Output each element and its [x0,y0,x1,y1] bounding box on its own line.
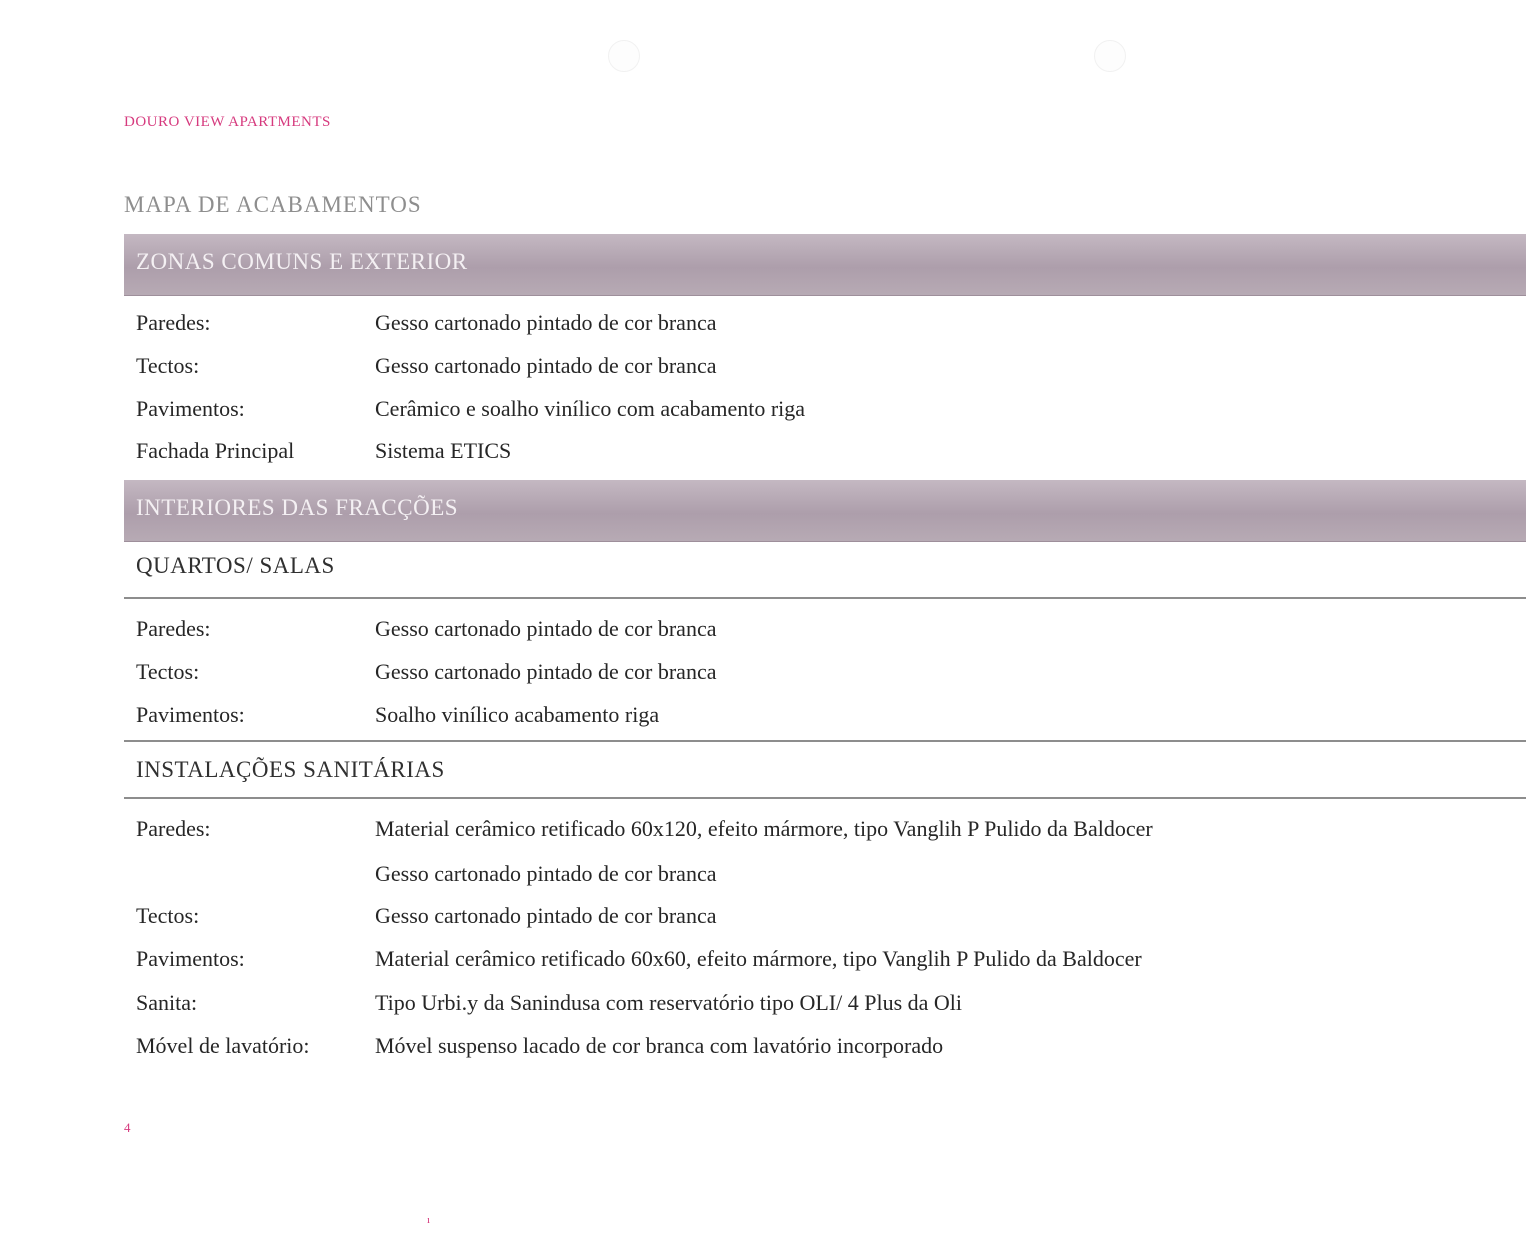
finish-label: Paredes: [136,616,211,641]
finish-label: Paredes: [136,816,211,841]
punch-hole-left [608,40,640,72]
finish-label: Tectos: [136,659,200,684]
finish-value: Móvel suspenso lacado de cor branca com lavatório incorporado [375,1033,944,1058]
finish-value: Tipo Urbi.y da Sanindusa com reservatório tipo OLI/ 4 Plus da Oli [375,990,963,1015]
finish-value: Gesso cartonado pintado de cor branca [375,616,717,641]
divider [124,597,1526,599]
section-heading: INTERIORES DAS FRACÇÕES [136,495,459,520]
finish-label: Móvel de lavatório: [136,1033,310,1058]
finish-value: Material cerâmico retificado 60x120, efeito mármore, tipo Vanglih P Pulido da Baldocer [375,816,1153,841]
document-title: MAPA DE ACABAMENTOS [124,192,422,217]
finish-value: Gesso cartonado pintado de cor branca [375,659,717,684]
finish-label: Tectos: [136,903,200,928]
bottom-mark: ı [427,1214,431,1226]
finish-value: Material cerâmico retificado 60x60, efeito mármore, tipo Vanglih P Pulido da Baldocer [375,946,1142,971]
finish-label: Paredes: [136,310,211,335]
finish-label: Sanita: [136,990,198,1015]
finish-value: Gesso cartonado pintado de cor branca [375,353,717,378]
subsection-heading-sanitarias: INSTALAÇÕES SANITÁRIAS [136,757,445,782]
section-band-interiores [124,480,1526,542]
finish-label: Fachada Principal [136,438,295,463]
page-number: 4 [124,1120,131,1135]
finish-label: Tectos: [136,353,200,378]
section-heading: ZONAS COMUNS E EXTERIOR [136,249,468,274]
section-band-zonas-comuns [124,234,1526,296]
finish-value: Soalho vinílico acabamento riga [375,702,660,727]
divider [124,797,1526,799]
subsection-heading-quartos: QUARTOS/ SALAS [136,553,335,578]
finish-value: Cerâmico e soalho vinílico com acabamento riga [375,396,806,421]
finish-value: Sistema ETICS [375,438,512,463]
finish-value: Gesso cartonado pintado de cor branca [375,861,717,886]
finish-label: Pavimentos: [136,702,245,727]
finish-label: Pavimentos: [136,396,245,421]
finish-label: Pavimentos: [136,946,245,971]
brand-name: DOURO VIEW APARTMENTS [124,114,331,130]
punch-hole-right [1094,40,1126,72]
finish-value: Gesso cartonado pintado de cor branca [375,310,717,335]
finish-value: Gesso cartonado pintado de cor branca [375,903,717,928]
divider [124,740,1526,742]
